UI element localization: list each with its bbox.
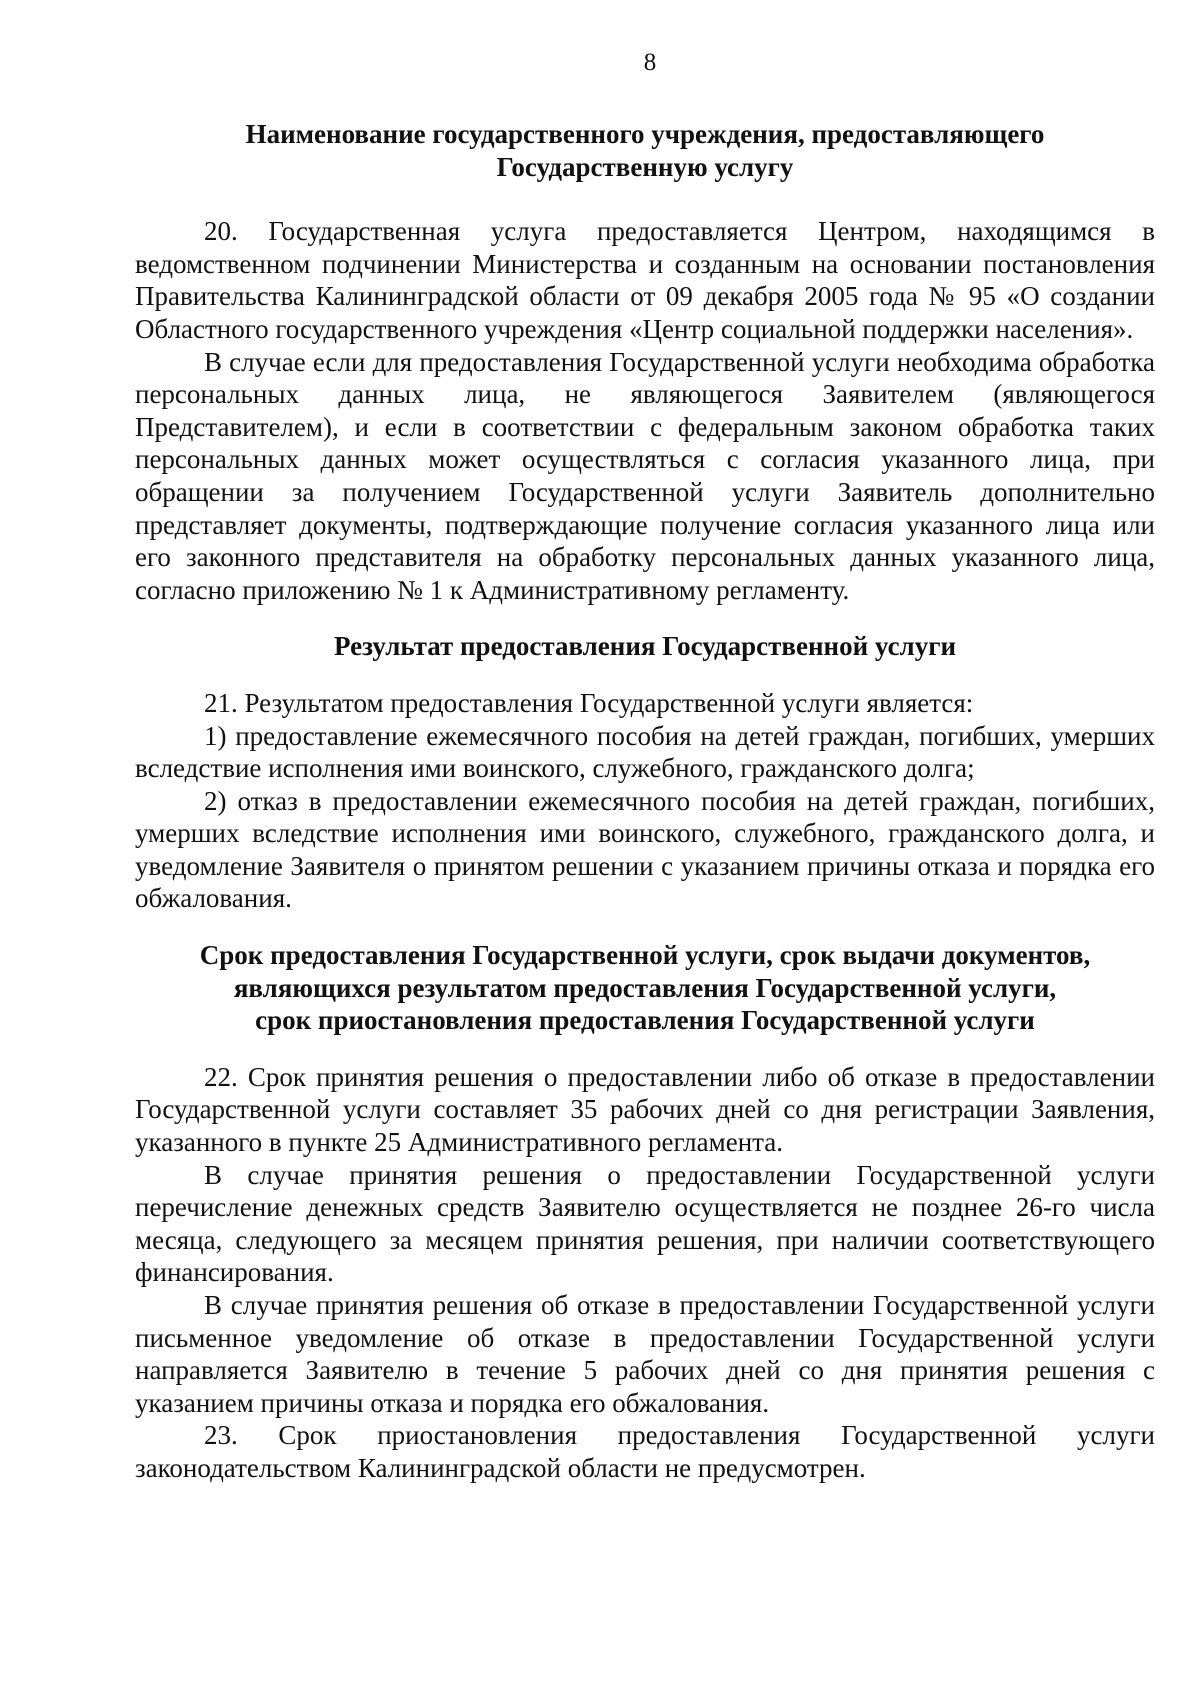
- section-heading-institution: [135, 118, 1155, 183]
- paragraph-21-item-2: 2) отказ в предоставлении ежемесячного пособия на детей граждан, погибших, умерших вследствие исполнения ими воинского, служебного, гражданского долга, и уведомление Заявителя о принятом решении с указанием причины отказа и порядка его обжалования.: [135, 785, 1155, 914]
- paragraph-22-payment: В случае принятия решения о предоставлении Государственной услуги перечисление денежных средств Заявителю осуществляется не позднее 26-го числа месяца, следующего за месяцем принятия решения, при наличии соответствующего финансирования.: [135, 1159, 1155, 1288]
- heading-line: Наименование государственного учреждения, предоставляющего: [245, 119, 1045, 149]
- paragraph-21: 21. Результатом предоставления Государственной услуги является:: [204, 687, 974, 718]
- section-heading-term: [135, 939, 1155, 1037]
- paragraph-22-refusal: В случае принятия решения об отказе в предоставлении Государственной услуги письменное уведомление об отказе в предоставлении Государственной услуги направляется Заявителю в течение 5 рабочих дней со дня принятия решения с указанием причины отказа и порядка его обжалования.: [135, 1290, 1155, 1418]
- heading-line: срок приостановления предоставления Государственной услуги: [255, 1005, 1035, 1036]
- document-body: [135, 118, 1155, 1485]
- page-number: 8: [643, 49, 657, 76]
- paragraph-personal-data: В случае если для предоставления Государственной услуги необходима обработка персональных данных лица, не являющегося Заявителем (являющегося Представителем), и если в соответствии с федеральным законом обработка таких персональных данных может осуществляться с согласия указанного лица, при обращении за получением Государственной услуги Заявитель дополнительно представляет документы, подтверждающие получение согласия указанного лица или его законного представителя на обработку персональных данных указанного лица, согласно приложению № 1 к Административному регламенту.: [135, 346, 1155, 605]
- heading-line: Результат предоставления Государственной услуги: [333, 631, 957, 662]
- paragraph-23: 23. Срок приостановления предоставления Государственной услуги законодательством Калининградской области не предусмотрен.: [135, 1420, 1155, 1483]
- section-heading-result: [135, 630, 1155, 663]
- paragraph-20: 20. Государственная услуга предоставляется Центром, находящимся в ведомственном подчинении Министерства и созданным на основании постановления Правительства Калининградской области от 09 декабря 2005 года № 95 «О создании Областного государственного учреждения «Центр социальной поддержки населения».: [135, 216, 1155, 344]
- paragraph-22: 22. Срок принятия решения о предоставлении либо об отказе в предоставлении Государственной услуги составляет 35 рабочих дней со дня регистрации Заявления, указанного в пункте 25 Административного регламента.: [135, 1061, 1155, 1158]
- heading-line: являющихся результатом предоставления Государственной услуги,: [233, 972, 1057, 1003]
- heading-line: Государственную услугу: [496, 151, 794, 182]
- heading-line: Срок предоставления Государственной услуги, срок выдачи документов,: [199, 940, 1091, 971]
- paragraph-21-item-1: 1) предоставление ежемесячного пособия на детей граждан, погибших, умерших вследствие исполнения ими воинского, служебного, гражданского долга;: [135, 720, 1155, 784]
